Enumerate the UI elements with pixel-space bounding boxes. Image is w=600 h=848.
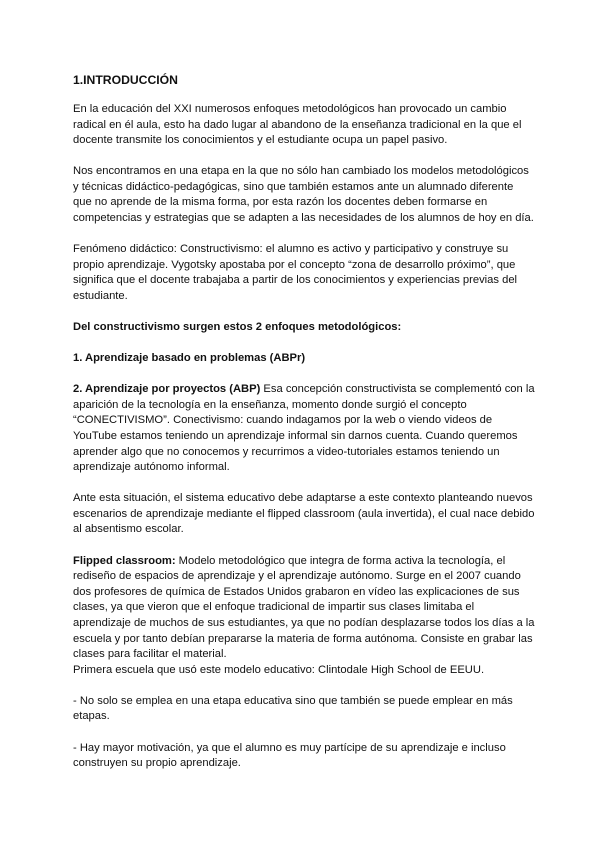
bullet-item: - No solo se emplea en una etapa educativa sino que también se puede emplear en más etapas. <box>73 694 513 723</box>
approaches-heading: Del constructivismo surgen estos 2 enfoques metodológicos: <box>73 321 402 334</box>
section-title: 1.INTRODUCCIÓN <box>73 73 178 87</box>
flipped-paragraph <box>73 554 535 663</box>
constructivism-paragraph: Fenómeno didáctico: Constructivismo: el alumno es activo y participativo y construye su propio aprendizaje. Vygotsky apostaba por el concepto “zona de desarrollo próximo”, que significa que el docente trabajaba a partir de los conocimientos y experiencias previas del estudiante. <box>73 243 518 302</box>
first-school-line: Primera escuela que usó este modelo educativo: Clintodale High School de EEUU. <box>73 663 485 676</box>
bullet-item: - Hay mayor motivación, ya que el alumno es muy partícipe de su aprendizaje e incluso construyen su propio aprendizaje. <box>73 741 506 770</box>
intro-paragraph: En la educación del XXI numerosos enfoques metodológicos han provocado un cambio radical en él aula, esto ha dado lugar al abandono de la enseñanza tradicional en la que el docente transmite los conocimientos y el estudiante ocupa un papel pasivo. <box>73 103 522 147</box>
situation-paragraph: Ante esta situación, el sistema educativo debe adaptarse a este contexto planteando nuevos escenarios de aprendizaje mediante el flipped classroom (aula invertida), el cual nace debido al absentismo escolar. <box>73 492 535 536</box>
abpr-heading: 1. Aprendizaje basado en problemas (ABPr) <box>73 352 306 365</box>
abp-paragraph <box>73 382 535 476</box>
document-content <box>73 72 535 787</box>
flipped-label: Flipped classroom: <box>73 554 176 567</box>
abp-text: Esa concepción constructivista se complementó con la aparición de la tecnología en la enseñanza, momento donde surgió el concepto “CONECTIVISMO”. Conectivismo: cuando indagamos por la web o viendo videos de YouTube estamos teniendo un aprendizaje informal sin darnos cuenta. Cuando queremos aprender algo que no conocemos y recurrimos a video-tutoriales estamos teniendo un aprendizaje autónomo informal. <box>73 383 535 474</box>
abp-label: 2. Aprendizaje por proyectos (ABP) <box>73 383 261 396</box>
methodology-paragraph: Nos encontramos en una etapa en la que no sólo han cambiado los modelos metodológicos y técnicas didáctico-pedagógicas, sino que también estamos ante un alumnado diferente que no aprende de la misma forma, por esta razón los docentes deben formarse en competencias y estrategias que se adapten a las necesidades de los alumnos de hoy en día. <box>73 165 534 225</box>
flipped-text: Modelo metodológico que integra de forma activa la tecnología, el rediseño de espacios de aprendizaje y el aprendizaje autónomo. Surge en el 2007 cuando dos profesores de química de Estados Unidos grabaron en vídeo las explicaciones de sus clases, ya que vieron que el enfoque tradicional de impartir sus clases limitaba el aprendizaje de muchos de sus estudiantes, ya que no podían desplazarse todos los días a la escuela y por tanto debían prepararse la materia de forma autónoma. Consiste en grabar las clases para facilitar el material. <box>73 554 535 661</box>
